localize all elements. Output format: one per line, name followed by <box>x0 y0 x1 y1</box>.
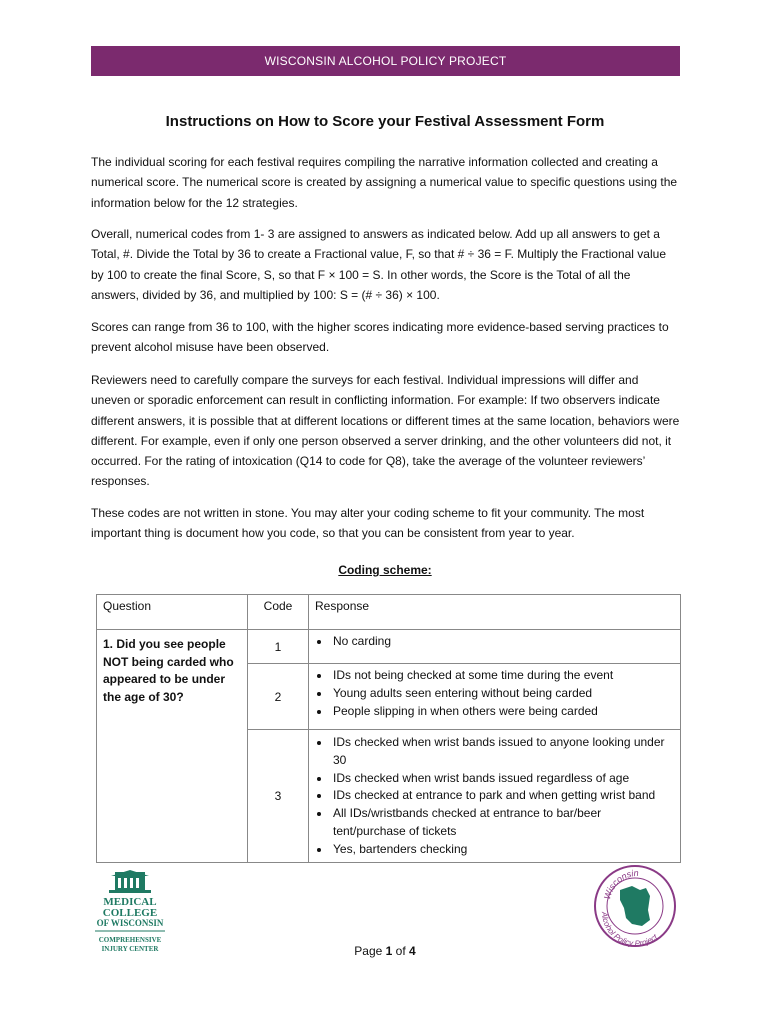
page-mid: of <box>392 944 410 958</box>
question-header: Question <box>97 595 248 630</box>
response-header: Response <box>309 595 681 630</box>
page-title: Instructions on How to Score your Festival Assessment Form <box>165 113 605 130</box>
overall-paragraph: Overall, numerical codes from 1- 3 are assigned to answers as indicated below. Add up all answers to get a Total, #. Divide the Total by 36 to create a Fractional value, F, so that # ÷ 36 = F. Multiply the Fractional value by 100 to create the final Score, S, so that F × 100 = S. In other words, the Score is the Total of all the answers, divided by 36, and multiplied by 100: S = (# ÷ 36) × 100. <box>91 227 666 302</box>
question-cell: 1. Did you see people NOT being carded who appeared to be under the age of 30? <box>97 630 248 863</box>
code-cell: 1 <box>248 630 309 664</box>
page-total: 4 <box>409 944 416 958</box>
logo-text-college: COLLEGE <box>102 907 158 919</box>
response-item: • People slipping in when others were being carded <box>331 703 674 721</box>
page-number: 1 <box>385 944 393 958</box>
table-row <box>97 630 681 664</box>
code-cell: 3 <box>248 730 309 863</box>
response-item: • IDs checked at entrance to park and when getting wrist band <box>331 787 674 805</box>
response-cell <box>309 730 681 863</box>
page-footer <box>0 944 770 958</box>
logo-text-top: Wisconsin <box>602 867 639 901</box>
response-item: • Young adults seen entering without being carded <box>331 685 674 703</box>
wisconsin-seal-icon <box>590 860 680 952</box>
logo-text-bottom: Alcohol Policy Project <box>599 911 660 949</box>
codes-paragraph: These codes are not written in stone. You may alter your coding scheme to fit your community. The most important thing is document how you code, so that you can be consistent from year to year. <box>91 506 645 541</box>
logo-text-injury-center: INJURY CENTER <box>101 945 159 953</box>
code-header: Code <box>248 595 309 630</box>
reviewers-paragraph: Reviewers need to carefully compare the surveys for each festival. Individual impressions will differ and uneven or sporadic enforcement can result in conflicting information. For example: If two observers indicate different answers, it is possible that at different locations or different times at the same location, behaviors were different. For example, even if only one person observed a server drinking, and the other volunteers did not, it occurred. For the rating of intoxication (Q14 to code for Q8), take the average of the volunteer reviewers’ responses. <box>91 373 680 489</box>
response-item: • IDs checked when wrist bands issued to anyone looking under 30 <box>331 734 674 770</box>
intro-paragraph: The individual scoring for each festival requires compiling the narrative information collected and creating a numerical score. The numerical score is created by assigning a numerical value to specific questions using the information below for the 12 strategies. <box>91 155 678 210</box>
scores-paragraph: Scores can range from 36 to 100, with the higher scores indicating more evidence-based serving practices to prevent alcohol misuse have been observed. <box>91 320 669 355</box>
alcohol-policy-project-logo <box>590 860 680 952</box>
table-header-row <box>97 595 681 630</box>
response-item: • IDs checked when wrist bands issued regardless of age <box>331 770 674 788</box>
response-item: • Yes, bartenders checking <box>331 841 674 859</box>
code-cell: 2 <box>248 664 309 730</box>
logo-text-wisconsin: OF WISCONSIN <box>96 918 164 928</box>
page-prefix: Page <box>354 944 386 958</box>
logo-text-comprehensive: COMPREHENSIVE <box>98 936 162 944</box>
response-cell <box>309 630 681 664</box>
logo-text-medical: MEDICAL <box>103 896 157 908</box>
response-item: • No carding <box>331 633 674 651</box>
header-banner: WISCONSIN ALCOHOL POLICY PROJECT <box>91 46 680 76</box>
response-item: • All IDs/wristbands checked at entrance to bar/beer tent/purchase of tickets <box>331 805 674 841</box>
coding-scheme-heading: Coding scheme: <box>338 563 432 577</box>
response-cell <box>309 664 681 730</box>
coding-table <box>96 594 681 863</box>
response-item: • IDs not being checked at some time during the event <box>331 667 674 685</box>
